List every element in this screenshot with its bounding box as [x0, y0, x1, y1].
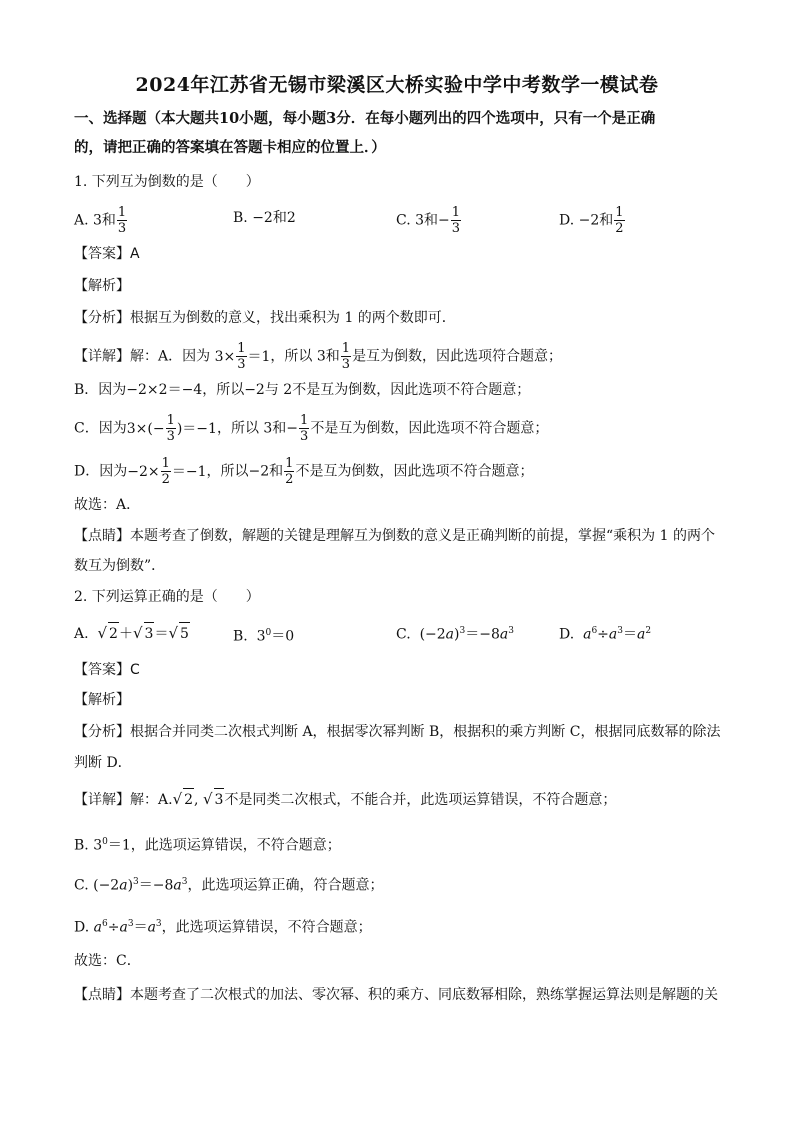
q2-detail-c-text: ，此选项运算正确，符合题意； — [187, 877, 384, 894]
q1-detail-a — [74, 341, 562, 372]
q2-detail-a-text1: 【详解】解：A. — [74, 792, 173, 808]
q2-option-c: C. $(-2a)^3=-8a^3$ — [396, 626, 514, 643]
q1-option-b: B. −2和2 — [233, 210, 296, 226]
q1-detail-c-text3: 不是互为倒数，因此选项不符合题意； — [310, 420, 549, 437]
q1-detail-c-math: 3×(− $\frac{1}{3}$ )＝−1 — [126, 413, 217, 444]
q1-detail-c-text1: C．因为 — [74, 420, 127, 437]
q2-stem: 2. 下列运算正确的是（ ） — [74, 589, 260, 605]
q1-detail-d-text2: ，所以−2和 — [206, 463, 284, 480]
fraction-1-2: $\frac{1}{2}$ — [285, 456, 294, 487]
q2-detail-b: B. $3^0=1$，此选项运算错误，不符合题意； — [74, 837, 341, 854]
q1-dianjing-line2: 数互为倒数”． — [74, 558, 166, 574]
q1-choose: 故选：A． — [74, 497, 141, 513]
q2-choose: 故选：C． — [74, 953, 141, 969]
q1-stem: 1. 下列互为倒数的是（ ） — [74, 174, 260, 190]
q2-fenxi-line2: 判断 D． — [74, 755, 132, 771]
q1-detail-a-text3: 是互为倒数，因此选项符合题意； — [352, 348, 563, 365]
q2-dianjing: 【点睛】本题考查了二次根式的加法、零次幂、积的乘方、同底数幂相除，熟练掌握运算法则是解题的关 — [74, 987, 718, 1003]
q2-detail-d: D. $a^6\div a^3=a^3$，此选项运算错误，不符合题意； — [74, 919, 372, 936]
q2-analysis-tag: 【解析】 — [74, 692, 130, 708]
q2-answer: 【答案】C — [74, 662, 140, 678]
q1-fenxi: 【分析】根据互为倒数的意义，找出乘积为 1 的两个数即可． — [74, 310, 456, 326]
page-title: 2024年江苏省无锡市梁溪区大桥实验中学中考数学一模试卷 — [135, 74, 659, 96]
q2-detail-c: C. $(-2a)^3=-8a^3$，此选项运算正确，符合题意； — [74, 877, 384, 894]
q1-detail-d-text1: D．因为 — [74, 463, 128, 480]
q2-detail-a — [74, 788, 616, 811]
q2-option-b: B. $3^0=0$ — [233, 628, 295, 645]
fraction-1-3: $\frac{1}{3}$ — [341, 341, 351, 372]
q2-detail-a-text2: 不是同类二次根式，不能合并，此选项运算错误，不符合题意； — [224, 792, 617, 808]
q2-detail-a-math: √ 2, √ 3 — [173, 792, 225, 808]
q2-detail-d-text: ，此选项运算错误，不符合题意； — [161, 919, 372, 936]
q1-analysis-tag: 【解析】 — [74, 278, 130, 294]
q1-detail-d — [74, 456, 533, 487]
q1-detail-a-text2: ，所以 3和 — [270, 348, 340, 365]
q1-detail-a-math: 3× $\frac{1}{3}$ ＝1 — [214, 341, 271, 372]
q1-option-a-text: A. 3和 — [74, 212, 116, 229]
q2-fenxi-line1: 【分析】根据合并同类二次根式判断 A，根据零次幂判断 B，根据积的乘方判断 C，根据同底数幂的除法 — [74, 724, 721, 740]
q2-detail-b-text: ，此选项运算错误，不符合题意； — [130, 837, 341, 854]
q1-dianjing-line1: 【点睛】本题考查了倒数，解题的关键是理解互为倒数的意义是正确判断的前提，掌握“乘积为 1 的两个 — [74, 528, 715, 544]
q1-detail-d-text3: 不是互为倒数，因此选项不符合题意； — [295, 463, 534, 480]
q1-option-d-text: D. −2和 — [559, 212, 614, 229]
q2-option-d: D. $a^6\div a^3=a^2$ — [559, 626, 652, 643]
q1-option-c-text: C. 3和− — [396, 212, 450, 229]
q1-detail-d-math: −2× $\frac{1}{2}$ ＝−1 — [127, 456, 207, 487]
q1-detail-a-text1: 【详解】解：A．因为 — [74, 348, 211, 365]
fraction-1-2: $\frac{1}{2}$ — [615, 205, 624, 236]
q1-option-d — [559, 205, 626, 236]
q1-option-a — [74, 205, 128, 236]
q1-answer: 【答案】A — [74, 246, 140, 262]
q1-option-c — [396, 205, 462, 236]
q1-detail-c — [74, 413, 548, 444]
q1-detail-b: B．因为−2×2＝−4，所以−2与 2不是互为倒数，因此选项不符合题意； — [74, 382, 531, 398]
fraction-1-3: $\frac{1}{3}$ — [451, 205, 461, 236]
q2-option-a: A. √ 2＋√ 3＝√ 5 — [74, 622, 190, 645]
q1-detail-c-text2: ，所以 3和− — [216, 420, 299, 437]
section-heading-line1: 一、选择题（本大题共10小题，每小题3分．在每小题列出的四个选项中，只有一个是正确 — [74, 110, 656, 127]
section-heading-line2: 的，请把正确的答案填在答题卡相应的位置上．） — [74, 139, 386, 156]
fraction-1-3: $\frac{1}{3}$ — [117, 205, 127, 236]
fraction-1-3: $\frac{1}{3}$ — [300, 413, 309, 444]
